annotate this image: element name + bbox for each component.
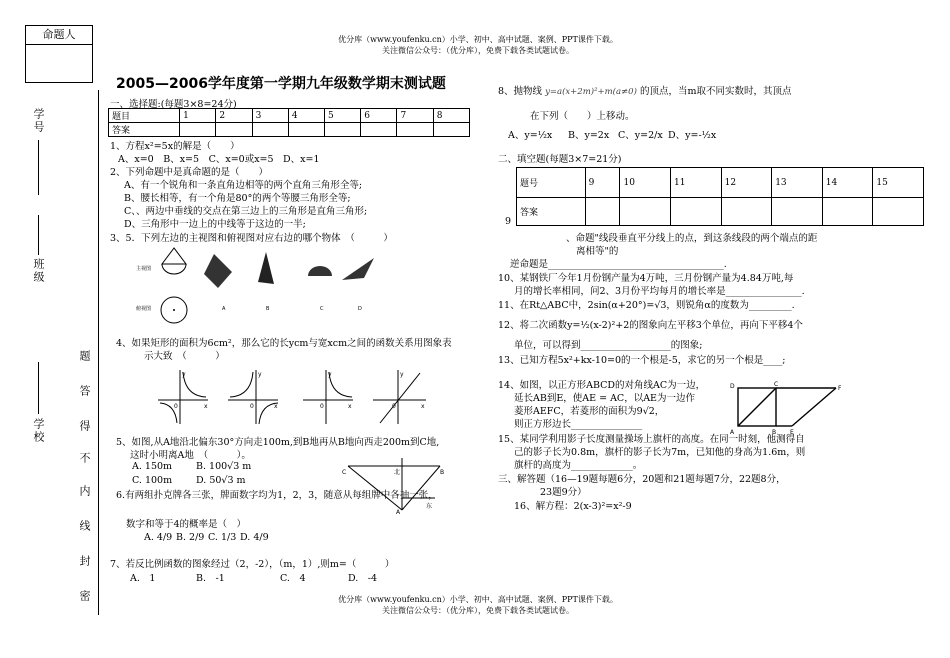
q4-graphs bbox=[158, 368, 428, 426]
q6-option-c: C. 1/3 bbox=[208, 532, 237, 543]
q7-option-b: B. -1 bbox=[196, 573, 225, 584]
graph-b bbox=[228, 370, 278, 424]
q4-text: 4、如果矩形的面积为6cm²，那么它的长ycm与宽xcm之间的函数关系用图象表 bbox=[116, 338, 452, 349]
q16-text: 16、解方程：2(x-3)²=x²-9 bbox=[514, 501, 632, 512]
table-cell: 1 bbox=[180, 109, 216, 123]
q5-option-b: B. 100√3 m bbox=[196, 461, 252, 472]
seal-char: 题 bbox=[78, 350, 91, 363]
student-no-label: 学号 bbox=[32, 108, 45, 134]
q5-figure bbox=[340, 458, 450, 516]
seal-char: 答 bbox=[78, 385, 91, 398]
q3-text: 3、5．下列左边的主视图和俯视图对应右边的哪个物体 （ ） bbox=[110, 233, 393, 244]
q13-text: 13、已知方程5x²+kx-10=0的一个根是-5，求它的另一个根是____; bbox=[498, 355, 786, 366]
table-cell: 题目 bbox=[109, 109, 180, 123]
q8-tail: 的顶点，当m取不同实数时，其顶点 bbox=[639, 86, 792, 97]
table-cell: 8 bbox=[433, 109, 469, 123]
watermark-line2: 关注微信公众号：（优分库），免费下载各类试题试卷。 bbox=[382, 606, 574, 615]
q5-text: 5、如图,从A地沿北偏东30°方向走100m,到B地再从B地向西走200m到C地, bbox=[116, 437, 440, 448]
answer-cell[interactable] bbox=[671, 198, 722, 226]
q10-text2: 月的增长率相同，问2、3月份平均每月的增长率是________________. bbox=[514, 286, 805, 297]
graph-d bbox=[373, 370, 426, 424]
watermark-bottom bbox=[268, 594, 688, 616]
q15-text: 15、某同学利用影子长度测量操场上旗杆的高度。在同一时刻，他测得自 bbox=[498, 434, 805, 445]
fig-label-e: E bbox=[790, 429, 794, 436]
school-label: 学校 bbox=[32, 418, 45, 444]
q6-option-d: D. 4/9 bbox=[240, 532, 269, 543]
seal-char: 线 bbox=[78, 520, 91, 533]
q6-text: 6.有两组扑克牌各三张，牌面数字均为1，2，3，随意从每组牌中各抽一张， bbox=[116, 490, 438, 501]
q8-option-c: C、y=2/x bbox=[618, 130, 663, 141]
exam-title: 2005—2006学年度第一学期九年级数学期末测试题 bbox=[116, 76, 446, 92]
table-cell: 4 bbox=[288, 109, 324, 123]
section2-row-side: 9 bbox=[505, 216, 512, 227]
origin-label: 0 bbox=[250, 403, 254, 410]
axis-x-label: x bbox=[204, 403, 208, 410]
student-no-blank[interactable] bbox=[38, 140, 39, 195]
q9-text2: 离相等"的 bbox=[576, 246, 619, 257]
watermark-line2: 关注微信公众号：（优分库），免费下载各类试题试卷。 bbox=[382, 46, 574, 55]
q8-option-b: B、y=2x bbox=[568, 130, 610, 141]
table-cell: 7 bbox=[397, 109, 433, 123]
seal-char: 封 bbox=[78, 555, 91, 568]
q2-option-c: C、、两边中垂线的交点在第三边上的三角形是直角三角形; bbox=[124, 206, 368, 217]
axis-y-label: y bbox=[258, 371, 262, 378]
q8-formula: y=a(x+2m)²+m(a≠0) bbox=[545, 87, 637, 97]
q2-option-b: B、腰长相等，有一个角是80°的两个等腰三角形全等; bbox=[124, 193, 351, 204]
answer-cell[interactable] bbox=[433, 123, 469, 137]
answer-cell[interactable] bbox=[873, 198, 924, 226]
front-view-label: 主视图 bbox=[136, 266, 152, 272]
watermark-top bbox=[268, 34, 688, 56]
q12-text: 12、将二次函数y=½(x-2)²+2的图象向左平移3个单位，再向下平移4个 bbox=[498, 320, 803, 331]
table-cell: 5 bbox=[325, 109, 361, 123]
q7-option-a: A. 1 bbox=[130, 573, 156, 584]
table-cell: 13 bbox=[772, 168, 823, 198]
fig-label-b: B bbox=[440, 469, 445, 476]
table-cell: 题号 bbox=[517, 168, 586, 198]
origin-label: 0 bbox=[174, 403, 178, 410]
table-cell: 15 bbox=[873, 168, 924, 198]
choice-c: C bbox=[320, 306, 324, 312]
seal-char: 内 bbox=[78, 485, 91, 498]
axis-x-label: x bbox=[421, 403, 425, 410]
q4-text2: 示大致 （ ） bbox=[144, 351, 225, 362]
q8-lead: 8、抛物线 bbox=[498, 86, 543, 97]
table-cell: 答案 bbox=[517, 198, 586, 226]
answer-cell[interactable] bbox=[772, 198, 823, 226]
graph-c bbox=[303, 370, 353, 424]
section3-heading2: 23题9分） bbox=[540, 487, 587, 498]
q14-text4: 则正方形边长_______________ bbox=[514, 419, 643, 430]
origin-label: 0 bbox=[320, 403, 324, 410]
q15-text3: 旗杆的高度为_____________。 bbox=[514, 460, 643, 471]
q15-text2: 己的影子长为0.8m，旗杆的影子长为7m，已知他的身高为1.6m，则 bbox=[514, 447, 806, 458]
fig-label-b: B bbox=[772, 429, 777, 436]
origin-label: 0 bbox=[392, 403, 396, 410]
q2-option-a: A、有一个锐角和一条直角边相等的两个直角三角形全等; bbox=[124, 180, 363, 191]
section3-heading: 三、解答题（16—19题每题6分，20题和21题每题7分，22题8分， bbox=[498, 474, 786, 485]
answer-cell[interactable] bbox=[216, 123, 252, 137]
choice-d: D bbox=[358, 306, 362, 312]
choice-b: B bbox=[266, 306, 270, 312]
table-cell: 14 bbox=[822, 168, 873, 198]
author-box-label: 命题人 bbox=[26, 26, 92, 45]
table-cell: 12 bbox=[721, 168, 772, 198]
q14-text: 14、如图，以正方形ABCD的对角线AC为一边， bbox=[498, 380, 706, 391]
section1-heading: 一、选择题:(每题3×8=24分) bbox=[110, 99, 237, 110]
q7-option-d: D. -4 bbox=[348, 573, 378, 584]
seal-char: 不 bbox=[78, 452, 91, 465]
q7-text: 7、若反比例函数的图象经过（2，-2），（m，1）,则m=（ ） bbox=[110, 559, 395, 570]
q6-text2: 数字和等于4的概率是（ ） bbox=[126, 519, 247, 530]
seal-char: 密 bbox=[78, 590, 91, 603]
axis-x-label: x bbox=[348, 403, 352, 410]
fig-label-east: 东 bbox=[426, 503, 433, 510]
q8-text2: 在下列（ ）上移动。 bbox=[530, 111, 635, 122]
watermark-line1: 优分库（www.youfenku.cn）小学、初中、高中试题、案例、PPT课件下载。 bbox=[338, 595, 618, 604]
section2-heading: 二、填空题(每题3×7=21分) bbox=[498, 154, 622, 165]
axis-y-label: y bbox=[400, 371, 404, 378]
q2-text: 2、下列命题中是真命题的是（ ） bbox=[110, 167, 269, 178]
q5-option-c: C. 100m bbox=[132, 475, 173, 486]
table-cell: 3 bbox=[252, 109, 288, 123]
q14-text2: 延长AB到E，使AE = AC，以AE为一边作 bbox=[514, 393, 695, 404]
axis-y-label: y bbox=[328, 371, 332, 378]
author-box bbox=[25, 25, 93, 83]
watermark-line1: 优分库（www.youfenku.cn）小学、初中、高中试题、案例、PPT课件下载。 bbox=[338, 35, 618, 44]
answer-cell[interactable] bbox=[325, 123, 361, 137]
answer-cell[interactable] bbox=[288, 123, 324, 137]
answer-cell[interactable] bbox=[252, 123, 288, 137]
axis-y-label: y bbox=[182, 371, 186, 378]
fig-label-north: 北 bbox=[394, 469, 401, 476]
q5-option-d: D. 50√3 m bbox=[196, 475, 246, 486]
table-cell: 10 bbox=[620, 168, 671, 198]
table-cell: 6 bbox=[361, 109, 397, 123]
front-view bbox=[162, 248, 186, 274]
q9-text: 、命题"线段垂直平分线上的点，到这条线段的两个端点的距 bbox=[566, 233, 818, 244]
q14-text3: 菱形AEFC，若菱形的面积为9√2， bbox=[514, 406, 665, 417]
answer-cell[interactable] bbox=[180, 123, 216, 137]
seal-char: 得 bbox=[78, 420, 91, 433]
fig-label-c: C bbox=[774, 381, 779, 388]
solid-d bbox=[342, 258, 374, 280]
q8-option-d: D、y=-½x bbox=[668, 130, 717, 141]
q6-option-a: A. 4/9 bbox=[144, 532, 173, 543]
q7-option-c: C. 4 bbox=[280, 573, 306, 584]
q8-text bbox=[498, 83, 791, 97]
answer-cell[interactable] bbox=[361, 123, 397, 137]
fig-label-c: C bbox=[342, 469, 347, 476]
fig-label-a: A bbox=[396, 509, 401, 516]
q5-option-a: A. 150m bbox=[132, 461, 173, 472]
axis-x-label: x bbox=[274, 403, 278, 410]
q14-figure bbox=[730, 380, 850, 436]
binding-line bbox=[98, 90, 99, 615]
section2-answer-table bbox=[516, 167, 924, 226]
answer-cell[interactable] bbox=[397, 123, 433, 137]
answer-cell[interactable] bbox=[585, 198, 620, 226]
table-cell: 答案 bbox=[109, 123, 180, 137]
q6-option-b: B. 2/9 bbox=[176, 532, 205, 543]
table-cell: 2 bbox=[216, 109, 252, 123]
answer-cell[interactable] bbox=[822, 198, 873, 226]
q12-text2: 单位，可以得到___________________的图象; bbox=[514, 340, 703, 351]
section1-answer-table bbox=[108, 108, 470, 137]
fig-label-a: A bbox=[730, 429, 735, 436]
q11-text: 11、在Rt△ABC中，2sin(α+20°)=√3，则锐角α的度数为_________. bbox=[498, 300, 795, 311]
school-blank[interactable] bbox=[38, 362, 39, 414]
solid-c bbox=[308, 266, 332, 276]
top-view-label: 俯视图 bbox=[136, 306, 152, 312]
q1-text: 1、方程x²=5x的解是（ ） bbox=[110, 141, 240, 152]
solid-b bbox=[258, 252, 274, 284]
fig-label-d: D bbox=[730, 383, 735, 390]
graph-a bbox=[158, 370, 208, 424]
q8-option-a: A、y=½x bbox=[508, 130, 553, 141]
solid-a bbox=[204, 254, 232, 288]
q9-text3: 逆命题是_____________________________________. bbox=[510, 259, 727, 270]
table-cell: 11 bbox=[671, 168, 722, 198]
choice-a: A bbox=[222, 306, 226, 312]
answer-cell[interactable] bbox=[620, 198, 671, 226]
q3-figure bbox=[136, 244, 376, 324]
q2-option-d: D、三角形中一边上的中线等于这边的一半; bbox=[124, 219, 306, 230]
answer-cell[interactable] bbox=[721, 198, 772, 226]
q5-text2: 这时小明离A地 （ ）。 bbox=[130, 450, 251, 461]
q10-text: 10、某钢铁厂今年1月份钢产量为4万吨，三月份钢产量为4.84万吨,每 bbox=[498, 273, 794, 284]
fig-label-f: F bbox=[838, 385, 842, 392]
q1-options: A、x=0 B、x=5 C、x=0或x=5 D、x=1 bbox=[118, 154, 320, 165]
table-cell: 9 bbox=[585, 168, 620, 198]
class-blank[interactable] bbox=[38, 215, 39, 255]
class-label: 班级 bbox=[32, 258, 45, 284]
